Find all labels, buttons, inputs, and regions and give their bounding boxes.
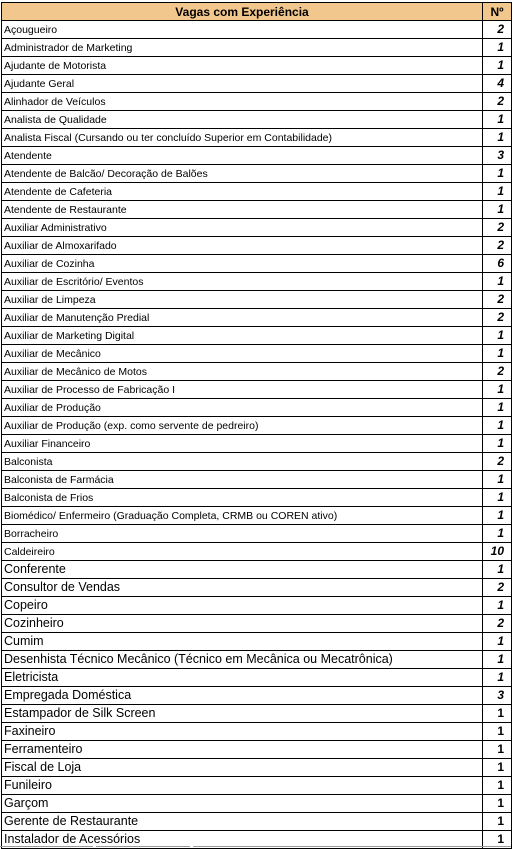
vacancy-count-cell[interactable]: 1: [483, 381, 512, 399]
job-title-cell[interactable]: Conferente: [2, 561, 483, 579]
job-title-cell[interactable]: Auxiliar de Escritório/ Eventos: [2, 273, 483, 291]
vacancy-count-cell[interactable]: 1: [483, 435, 512, 453]
vacancy-count-cell[interactable]: 1: [483, 399, 512, 417]
spreadsheet: [1, 2, 511, 849]
job-title-cell[interactable]: Auxiliar de Mecânico de Motos: [2, 363, 483, 381]
job-title-cell[interactable]: Administrador de Marketing: [2, 39, 483, 57]
job-title-cell[interactable]: Balconista de Frios: [2, 489, 483, 507]
table-body: [2, 21, 512, 849]
job-title-cell[interactable]: Analista Fiscal (Cursando ou ter concluído Superior em Contabilidade): [2, 129, 483, 147]
table-row: [2, 759, 512, 777]
sheet-edge-line: [193, 846, 511, 847]
vacancy-count-cell[interactable]: 1: [483, 813, 512, 831]
job-title-cell[interactable]: Auxiliar Financeiro: [2, 435, 483, 453]
vacancy-count-cell[interactable]: 1: [483, 507, 512, 525]
job-title-cell[interactable]: Instalador de Acessórios: [2, 831, 483, 849]
table-row: [2, 795, 512, 813]
table-row: [2, 543, 512, 561]
table-row: [2, 633, 512, 651]
table-row: [2, 147, 512, 165]
job-title-cell[interactable]: Auxiliar de Cozinha: [2, 255, 483, 273]
table-row: [2, 255, 512, 273]
table-row: [2, 57, 512, 75]
job-title-cell[interactable]: Auxiliar Administrativo: [2, 219, 483, 237]
table-row: [2, 399, 512, 417]
job-title-cell[interactable]: Auxiliar de Produção (exp. como servente de pedreiro): [2, 417, 483, 435]
job-title-cell[interactable]: Ajudante de Motorista: [2, 57, 483, 75]
vacancy-count-cell[interactable]: 2: [483, 291, 512, 309]
table-row: [2, 93, 512, 111]
vacancy-count-cell[interactable]: 1: [483, 633, 512, 651]
job-title-cell[interactable]: Atendente de Cafeteria: [2, 183, 483, 201]
table-row: [2, 75, 512, 93]
table-row: [2, 327, 512, 345]
table-row: [2, 507, 512, 525]
vacancy-count-cell[interactable]: 1: [483, 201, 512, 219]
table-row: [2, 705, 512, 723]
job-title-cell[interactable]: Auxiliar de Marketing Digital: [2, 327, 483, 345]
table-row: [2, 219, 512, 237]
table-row: [2, 129, 512, 147]
table-row: [2, 435, 512, 453]
vacancy-count-cell[interactable]: 1: [483, 345, 512, 363]
table-row: [2, 687, 512, 705]
vacancy-count-cell[interactable]: 1: [483, 327, 512, 345]
table-row: [2, 813, 512, 831]
vacancy-count-cell[interactable]: 3: [483, 147, 512, 165]
sheet-edge-line: [96, 846, 190, 847]
table-row: [2, 345, 512, 363]
table-row: [2, 381, 512, 399]
job-title-cell[interactable]: Balconista: [2, 453, 483, 471]
vacancy-count-cell[interactable]: 10: [483, 543, 512, 561]
vacancy-count-cell[interactable]: 1: [483, 741, 512, 759]
table-row: [2, 165, 512, 183]
job-title-cell[interactable]: Auxiliar de Produção: [2, 399, 483, 417]
vacancy-count-cell[interactable]: 2: [483, 237, 512, 255]
table-row: [2, 21, 512, 39]
vacancy-count-cell[interactable]: 1: [483, 777, 512, 795]
vacancy-count-cell[interactable]: 1: [483, 489, 512, 507]
job-title-cell[interactable]: Desenhista Técnico Mecânico (Técnico em Mecânica ou Mecatrônica): [2, 651, 483, 669]
table-row: [2, 417, 512, 435]
table-row: [2, 723, 512, 741]
job-title-cell[interactable]: Atendente de Restaurante: [2, 201, 483, 219]
table-row: [2, 291, 512, 309]
job-title-cell[interactable]: Faxineiro: [2, 723, 483, 741]
sheet-edge-line: [0, 846, 93, 847]
job-title-cell[interactable]: Auxiliar de Limpeza: [2, 291, 483, 309]
vacancy-count-cell[interactable]: 1: [483, 525, 512, 543]
vacancy-count-cell[interactable]: 1: [483, 129, 512, 147]
job-title-cell[interactable]: Garçom: [2, 795, 483, 813]
job-title-cell[interactable]: Auxiliar de Processo de Fabricação I: [2, 381, 483, 399]
vacancy-count-cell[interactable]: 2: [483, 615, 512, 633]
vacancy-count-cell[interactable]: 1: [483, 561, 512, 579]
vacancy-count-cell[interactable]: 1: [483, 471, 512, 489]
vacancy-count-cell[interactable]: 2: [483, 363, 512, 381]
table-row: [2, 309, 512, 327]
job-title-cell[interactable]: Biomédico/ Enfermeiro (Graduação Completa, CRMB ou COREN ativo): [2, 507, 483, 525]
vacancy-count-cell[interactable]: 1: [483, 111, 512, 129]
job-title-cell[interactable]: Auxiliar de Almoxarifado: [2, 237, 483, 255]
table-row: [2, 525, 512, 543]
job-title-cell[interactable]: Alinhador de Veículos: [2, 93, 483, 111]
job-title-cell[interactable]: Auxiliar de Mecânico: [2, 345, 483, 363]
table-row: [2, 777, 512, 795]
table-row: [2, 597, 512, 615]
vacancy-count-cell[interactable]: 1: [483, 597, 512, 615]
table-row: [2, 615, 512, 633]
header-count[interactable]: Nº: [483, 3, 512, 21]
table-row: [2, 453, 512, 471]
table-row: [2, 111, 512, 129]
job-title-cell[interactable]: Borracheiro: [2, 525, 483, 543]
job-title-cell[interactable]: Consultor de Vendas: [2, 579, 483, 597]
job-title-cell[interactable]: Funileiro: [2, 777, 483, 795]
vacancy-count-cell[interactable]: 2: [483, 93, 512, 111]
vacancy-count-cell[interactable]: 2: [483, 219, 512, 237]
table-row: [2, 183, 512, 201]
job-title-cell[interactable]: Copeiro: [2, 597, 483, 615]
job-title-cell[interactable]: Empregada Doméstica: [2, 687, 483, 705]
job-title-cell[interactable]: Açougueiro: [2, 21, 483, 39]
vacancy-count-cell[interactable]: 1: [483, 651, 512, 669]
vacancy-count-cell[interactable]: 1: [483, 723, 512, 741]
job-title-cell[interactable]: Auxiliar de Manutenção Predial: [2, 309, 483, 327]
vacancy-count-cell[interactable]: 1: [483, 273, 512, 291]
job-title-cell[interactable]: Ferramenteiro: [2, 741, 483, 759]
table-row: [2, 669, 512, 687]
job-title-cell[interactable]: Eletricista: [2, 669, 483, 687]
vacancy-count-cell[interactable]: 2: [483, 21, 512, 39]
table-row: [2, 489, 512, 507]
vacancy-count-cell[interactable]: 1: [483, 57, 512, 75]
table-row: [2, 39, 512, 57]
table-row: [2, 561, 512, 579]
table-row: [2, 237, 512, 255]
vacancy-count-cell[interactable]: 1: [483, 831, 512, 849]
vacancy-count-cell[interactable]: 3: [483, 687, 512, 705]
table-row: [2, 651, 512, 669]
job-title-cell[interactable]: Analista de Qualidade: [2, 111, 483, 129]
vacancy-count-cell[interactable]: 1: [483, 705, 512, 723]
table-row: [2, 741, 512, 759]
job-title-cell[interactable]: Ajudante Geral: [2, 75, 483, 93]
table-row: [2, 201, 512, 219]
job-vacancies-table: [1, 2, 512, 849]
vacancy-count-cell[interactable]: 2: [483, 579, 512, 597]
job-title-cell[interactable]: Caldeireiro: [2, 543, 483, 561]
vacancy-count-cell[interactable]: 2: [483, 309, 512, 327]
header-row: [2, 3, 512, 21]
job-title-cell[interactable]: Atendente de Balcão/ Decoração de Balões: [2, 165, 483, 183]
job-title-cell[interactable]: Cozinheiro: [2, 615, 483, 633]
vacancy-count-cell[interactable]: 6: [483, 255, 512, 273]
job-title-cell[interactable]: Fiscal de Loja: [2, 759, 483, 777]
header-job[interactable]: Vagas com Experiência: [2, 3, 483, 21]
vacancy-count-cell[interactable]: 2: [483, 453, 512, 471]
vacancy-count-cell[interactable]: 1: [483, 795, 512, 813]
table-row: [2, 273, 512, 291]
vacancy-count-cell[interactable]: 1: [483, 417, 512, 435]
job-title-cell[interactable]: Cumim: [2, 633, 483, 651]
table-row: [2, 363, 512, 381]
job-title-cell[interactable]: Atendente: [2, 147, 483, 165]
vacancy-count-cell[interactable]: 1: [483, 669, 512, 687]
vacancy-count-cell[interactable]: 1: [483, 39, 512, 57]
vacancy-count-cell[interactable]: 1: [483, 759, 512, 777]
job-title-cell[interactable]: Gerente de Restaurante: [2, 813, 483, 831]
job-title-cell[interactable]: Balconista de Farmácia: [2, 471, 483, 489]
vacancy-count-cell[interactable]: 1: [483, 165, 512, 183]
vacancy-count-cell[interactable]: 4: [483, 75, 512, 93]
table-row: [2, 579, 512, 597]
vacancy-count-cell[interactable]: 1: [483, 183, 512, 201]
table-row: [2, 471, 512, 489]
job-title-cell[interactable]: Estampador de Silk Screen: [2, 705, 483, 723]
